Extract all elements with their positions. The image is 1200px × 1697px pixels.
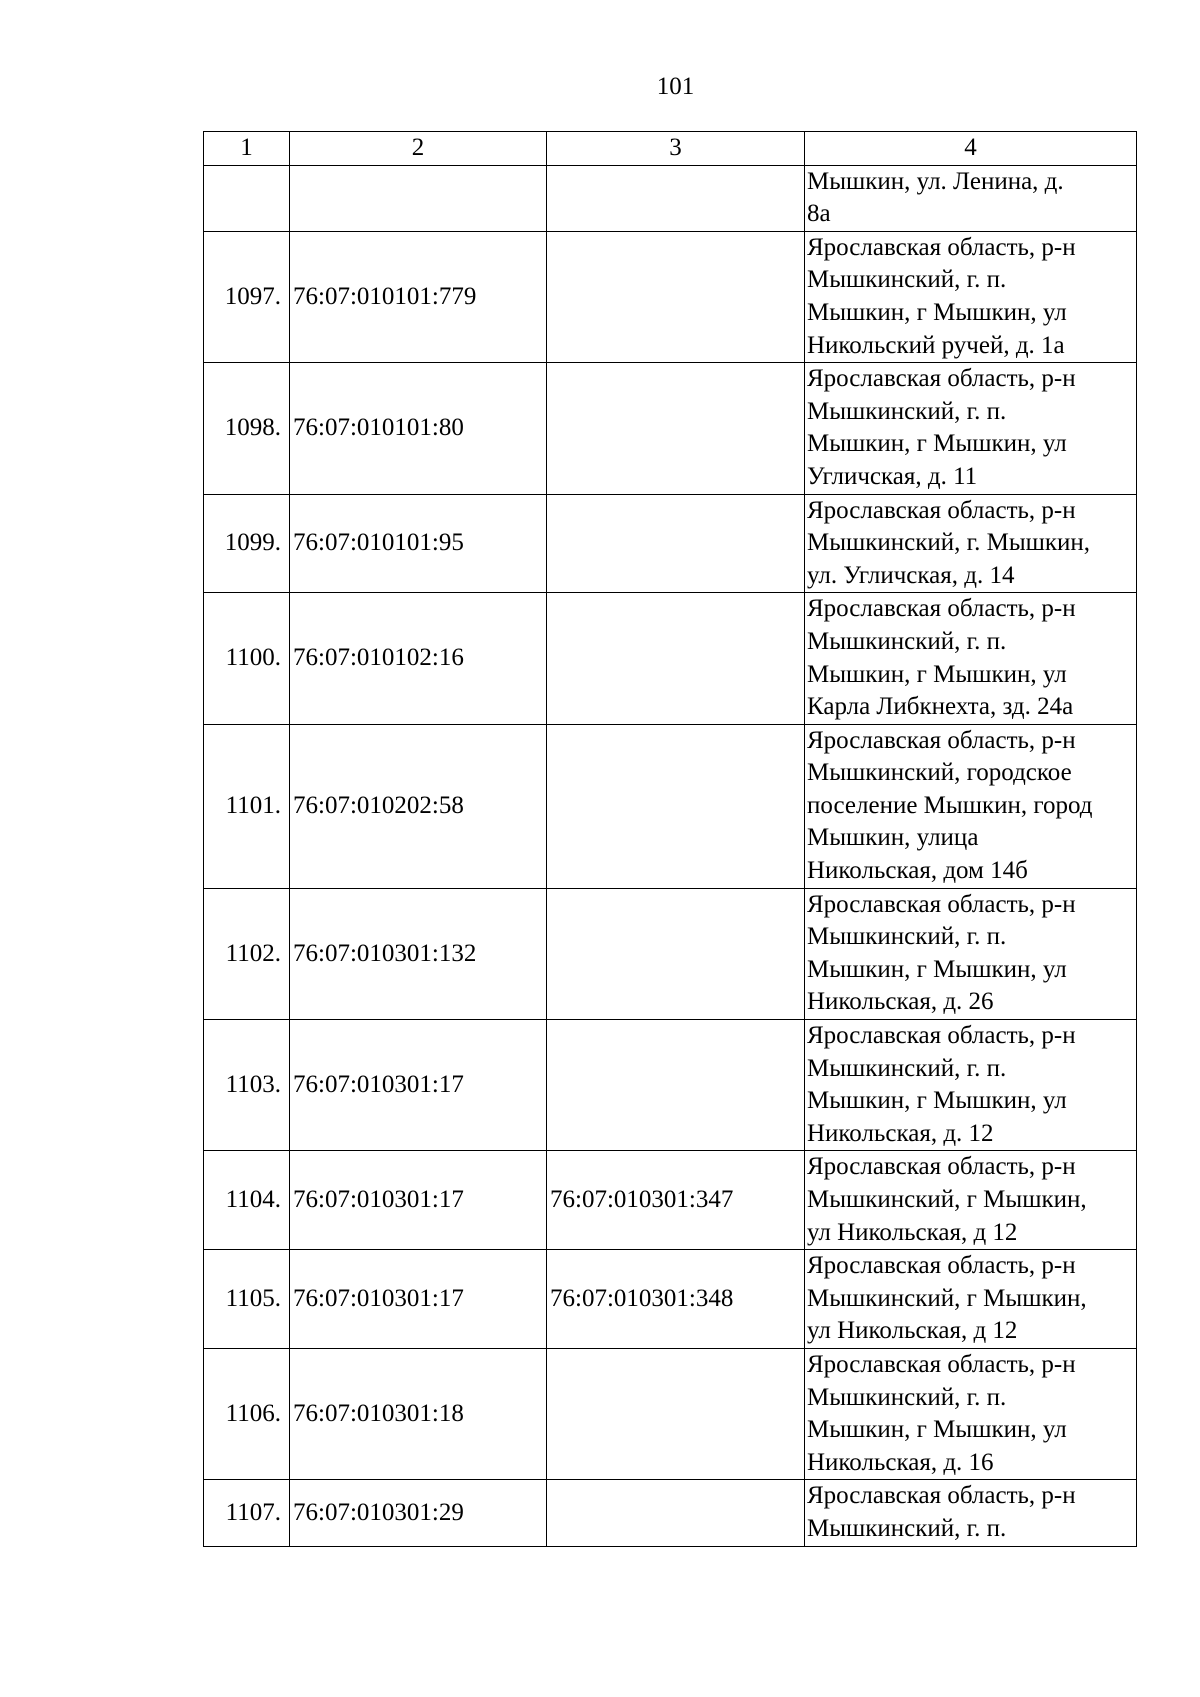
related-cadastral-number-cell bbox=[547, 363, 805, 494]
related-cadastral-number-cell bbox=[547, 165, 805, 231]
related-cadastral-number-cell bbox=[547, 1348, 805, 1479]
table-body bbox=[204, 165, 1137, 1546]
page-number: 101 bbox=[656, 73, 695, 100]
table-row bbox=[204, 1348, 1137, 1479]
table-row bbox=[204, 1151, 1137, 1250]
table-row bbox=[204, 165, 1137, 231]
address-cell: Ярославская область, р-н Мышкинский, г Мышкин, ул Никольская, д 12 bbox=[805, 1250, 1137, 1349]
cadastral-number-cell: 76:07:010301:17 bbox=[290, 1250, 547, 1349]
row-number-cell: 1099. bbox=[204, 494, 290, 593]
column-header: 3 bbox=[547, 132, 805, 166]
related-cadastral-number-cell: 76:07:010301:347 bbox=[547, 1151, 805, 1250]
row-number-cell: 1107. bbox=[204, 1480, 290, 1546]
cadastral-number-cell: 76:07:010202:58 bbox=[290, 724, 547, 888]
related-cadastral-number-cell: 76:07:010301:348 bbox=[547, 1250, 805, 1349]
cadastral-number-cell: 76:07:010102:16 bbox=[290, 593, 547, 724]
address-cell: Ярославская область, р-н Мышкинский, г. п. Мышкин, г Мышкин, ул Никольский ручей, д. 1а bbox=[805, 231, 1137, 362]
row-number-cell bbox=[204, 165, 290, 231]
row-number-cell: 1102. bbox=[204, 888, 290, 1019]
table-row bbox=[204, 888, 1137, 1019]
row-number-cell: 1098. bbox=[204, 363, 290, 494]
table-row bbox=[204, 231, 1137, 362]
row-number-cell: 1097. bbox=[204, 231, 290, 362]
table-row bbox=[204, 363, 1137, 494]
table-row bbox=[204, 1480, 1137, 1546]
row-number-cell: 1106. bbox=[204, 1348, 290, 1479]
row-number-cell: 1104. bbox=[204, 1151, 290, 1250]
table-row bbox=[204, 593, 1137, 724]
related-cadastral-number-cell bbox=[547, 724, 805, 888]
table-row bbox=[204, 724, 1137, 888]
cadastral-number-cell: 76:07:010301:18 bbox=[290, 1348, 547, 1479]
cadastral-number-cell: 76:07:010301:132 bbox=[290, 888, 547, 1019]
address-cell: Ярославская область, р-н Мышкинский, г. п. Мышкин, г Мышкин, ул Никольская, д. 12 bbox=[805, 1020, 1137, 1151]
cadastral-number-cell: 76:07:010101:779 bbox=[290, 231, 547, 362]
table-row bbox=[204, 1250, 1137, 1349]
related-cadastral-number-cell bbox=[547, 593, 805, 724]
column-header: 2 bbox=[290, 132, 547, 166]
address-cell: Ярославская область, р-н Мышкинский, г. п. Мышкин, г Мышкин, ул Карла Либкнехта, зд. 24а bbox=[805, 593, 1137, 724]
column-header: 1 bbox=[204, 132, 290, 166]
address-cell: Ярославская область, р-н Мышкинский, городское поселение Мышкин, город Мышкин, улица Никольская, дом 14б bbox=[805, 724, 1137, 888]
cadastral-number-cell bbox=[290, 165, 547, 231]
table-row bbox=[204, 494, 1137, 593]
address-cell: Ярославская область, р-н Мышкинский, г. Мышкин, ул. Угличская, д. 14 bbox=[805, 494, 1137, 593]
address-cell: Ярославская область, р-н Мышкинский, г. п. Мышкин, г Мышкин, ул Никольская, д. 16 bbox=[805, 1348, 1137, 1479]
address-cell: Ярославская область, р-н Мышкинский, г. п. bbox=[805, 1480, 1137, 1546]
address-cell: Ярославская область, р-н Мышкинский, г. п. Мышкин, г Мышкин, ул Угличская, д. 11 bbox=[805, 363, 1137, 494]
related-cadastral-number-cell bbox=[547, 888, 805, 1019]
address-cell: Ярославская область, р-н Мышкинский, г. п. Мышкин, г Мышкин, ул Никольская, д. 26 bbox=[805, 888, 1137, 1019]
cadastral-number-cell: 76:07:010301:29 bbox=[290, 1480, 547, 1546]
related-cadastral-number-cell bbox=[547, 1020, 805, 1151]
row-number-cell: 1100. bbox=[204, 593, 290, 724]
row-number-cell: 1105. bbox=[204, 1250, 290, 1349]
table-header-row bbox=[204, 132, 1137, 166]
related-cadastral-number-cell bbox=[547, 1480, 805, 1546]
cadastral-number-cell: 76:07:010301:17 bbox=[290, 1151, 547, 1250]
cadastral-number-cell: 76:07:010301:17 bbox=[290, 1020, 547, 1151]
address-cell: Мышкин, ул. Ленина, д. 8а bbox=[805, 165, 1137, 231]
data-table bbox=[203, 131, 1137, 1547]
address-cell: Ярославская область, р-н Мышкинский, г Мышкин, ул Никольская, д 12 bbox=[805, 1151, 1137, 1250]
cadastral-number-cell: 76:07:010101:95 bbox=[290, 494, 547, 593]
table-row bbox=[204, 1020, 1137, 1151]
cadastral-number-cell: 76:07:010101:80 bbox=[290, 363, 547, 494]
row-number-cell: 1103. bbox=[204, 1020, 290, 1151]
column-header: 4 bbox=[805, 132, 1137, 166]
row-number-cell: 1101. bbox=[204, 724, 290, 888]
related-cadastral-number-cell bbox=[547, 494, 805, 593]
related-cadastral-number-cell bbox=[547, 231, 805, 362]
